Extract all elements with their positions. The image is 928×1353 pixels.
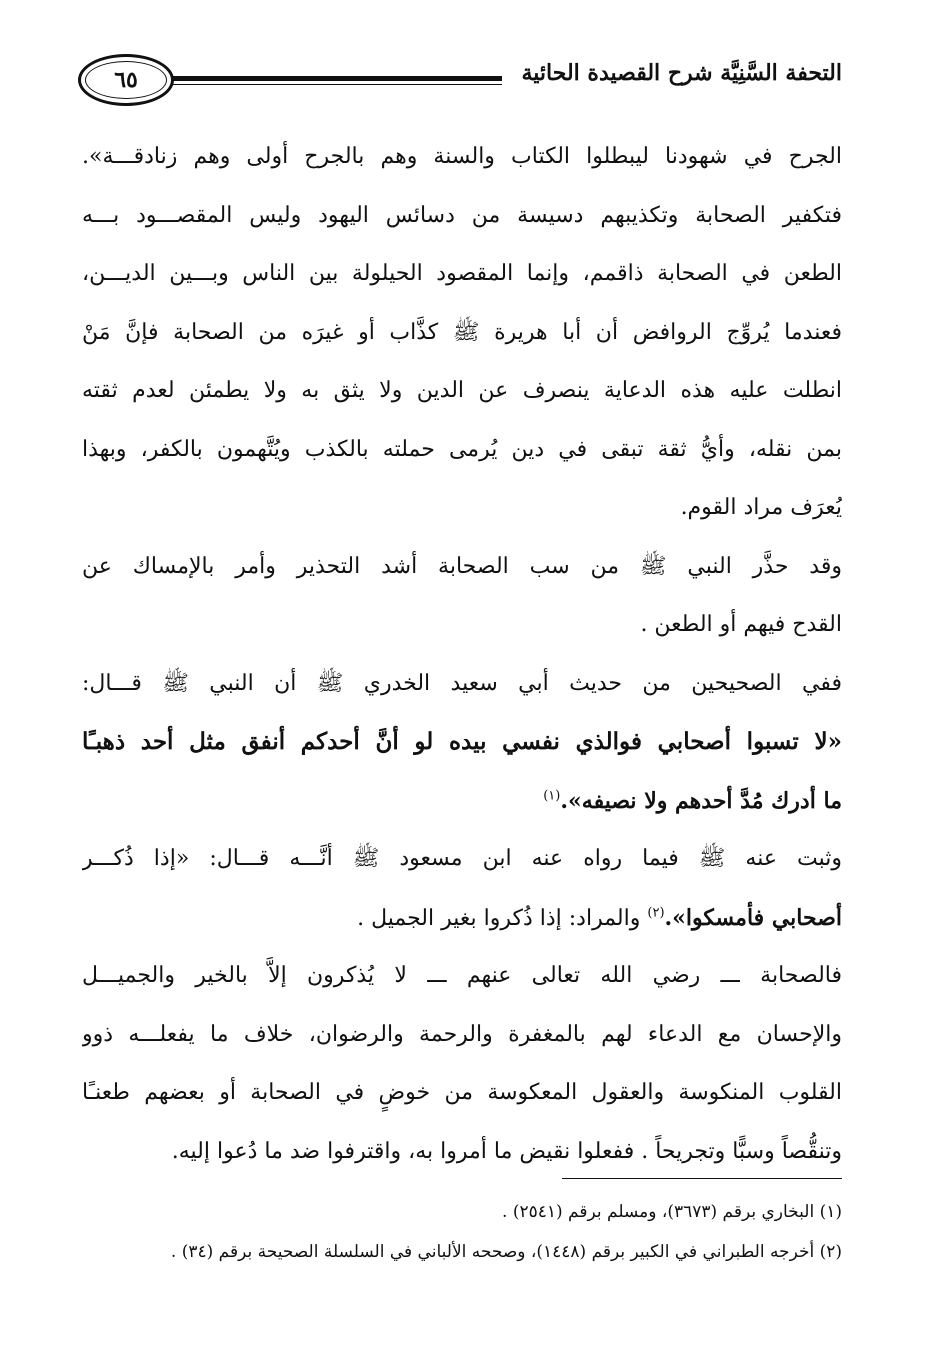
footnote-separator (562, 1178, 842, 1179)
text-line: فتكفير الصحابة وتكذيبهم دسيسة من دسائس اليهود وليس المقصـــود بـــه (82, 202, 842, 228)
text-span: والمراد: إذا ذُكروا بغير الجميل . (357, 905, 641, 931)
text-line: وثبت عنه ﷺ فيما رواه عنه ابن مسعود ﷺ أنَّـــه قـــال: «إذا ذُكـــر (82, 846, 842, 871)
header-rule-thin (172, 84, 502, 85)
text-line-mixed (82, 889, 842, 948)
running-header (72, 52, 842, 116)
text-line: بمن نقله، وأيُّ ثقة تبقى في دين يُرمى حملته بالكذب ويُتَّهمون بالكفر، وبهذا (82, 436, 842, 462)
hadith-line-end (82, 772, 842, 831)
text-line: ففي الصحيحين من حديث أبي سعيد الخدري ﷺ أن النبي ﷺ قـــال: (82, 670, 842, 696)
page-number: ٦٥ (114, 67, 138, 93)
header-rule-thick (172, 76, 502, 81)
footnote-ref-1: (١) (543, 788, 561, 804)
footnotes (82, 1192, 842, 1272)
page-number-frame (78, 54, 174, 106)
text-line: فالصحابة ـــ رضي الله تعالى عنهم ـــ لا يُذكرون إلاَّ بالخير والجميـــل (82, 963, 842, 988)
hadith-line: «لا تسبوا أصحابي فوالذي نفسي بيده لو أنَّ أحدكم أنفق مثل أحد ذهبـًا (82, 728, 842, 755)
text-line: وقد حذَّر النبي ﷺ من سب الصحابة أشد التحذير وأمر بالإمساك عن (82, 553, 842, 579)
text-line: يُعرَف مراد القوم. (680, 495, 842, 520)
hadith-text: ما أدرك مُدَّ أحدهم ولا نصيفه». (560, 787, 842, 814)
text-line: الطعن في الصحابة ذاقمم، وإنما المقصود الحيلولة بين الناس وبـــين الديـــن، (82, 261, 842, 286)
footnote-ref-2: (٢) (647, 905, 665, 921)
text-line: انطلت عليه هذه الدعاية ينصرف عن الدين ولا يثق به ولا يطمئن لعدم ثقته (82, 378, 842, 403)
body-text (82, 128, 842, 1181)
text-line: القدح فيهم أو الطعن . (640, 612, 842, 637)
footnote-1: (١) البخاري برقم (٣٦٧٣)، ومسلم برقم (٢٥٤١) . (502, 1202, 842, 1222)
text-line: وتنقُّصاً وسبًّا وتجريحاً . ففعلوا نقيض ما أمروا به، واقترفوا ضد ما دُعوا إليه. (171, 1138, 842, 1164)
hadith-text: أصحابي فأمسكوا». (664, 904, 842, 931)
text-line: الجرح في شهودنا ليبطلوا الكتاب والسنة وهم بالجرح أولى وهم زنادقـــة». (82, 144, 842, 169)
text-line: والإحسان مع الدعاء لهم بالمغفرة والرحمة والرضوان، خلاف ما يفعلـــه ذوو (82, 1021, 842, 1047)
text-line: فعندما يُروِّج الروافض أن أبا هريرة ﷺ كذَّاب أو غيرَه من الصحابة فإنَّ مَنْ (82, 319, 842, 345)
footnote-2: (٢) أخرجه الطبراني في الكبير برقم (١٤٤٨)، وصححه الألباني في السلسلة الصحيحة برقم (٣٤) . (170, 1242, 842, 1262)
text-line: القلوب المنكوسة والعقول المعكوسة من خوضٍ في الصحابة أو بعضهم طعنـًا (82, 1080, 842, 1105)
running-title: التحفة السَّنِيَّة شرح القصيدة الحائية (521, 60, 842, 86)
